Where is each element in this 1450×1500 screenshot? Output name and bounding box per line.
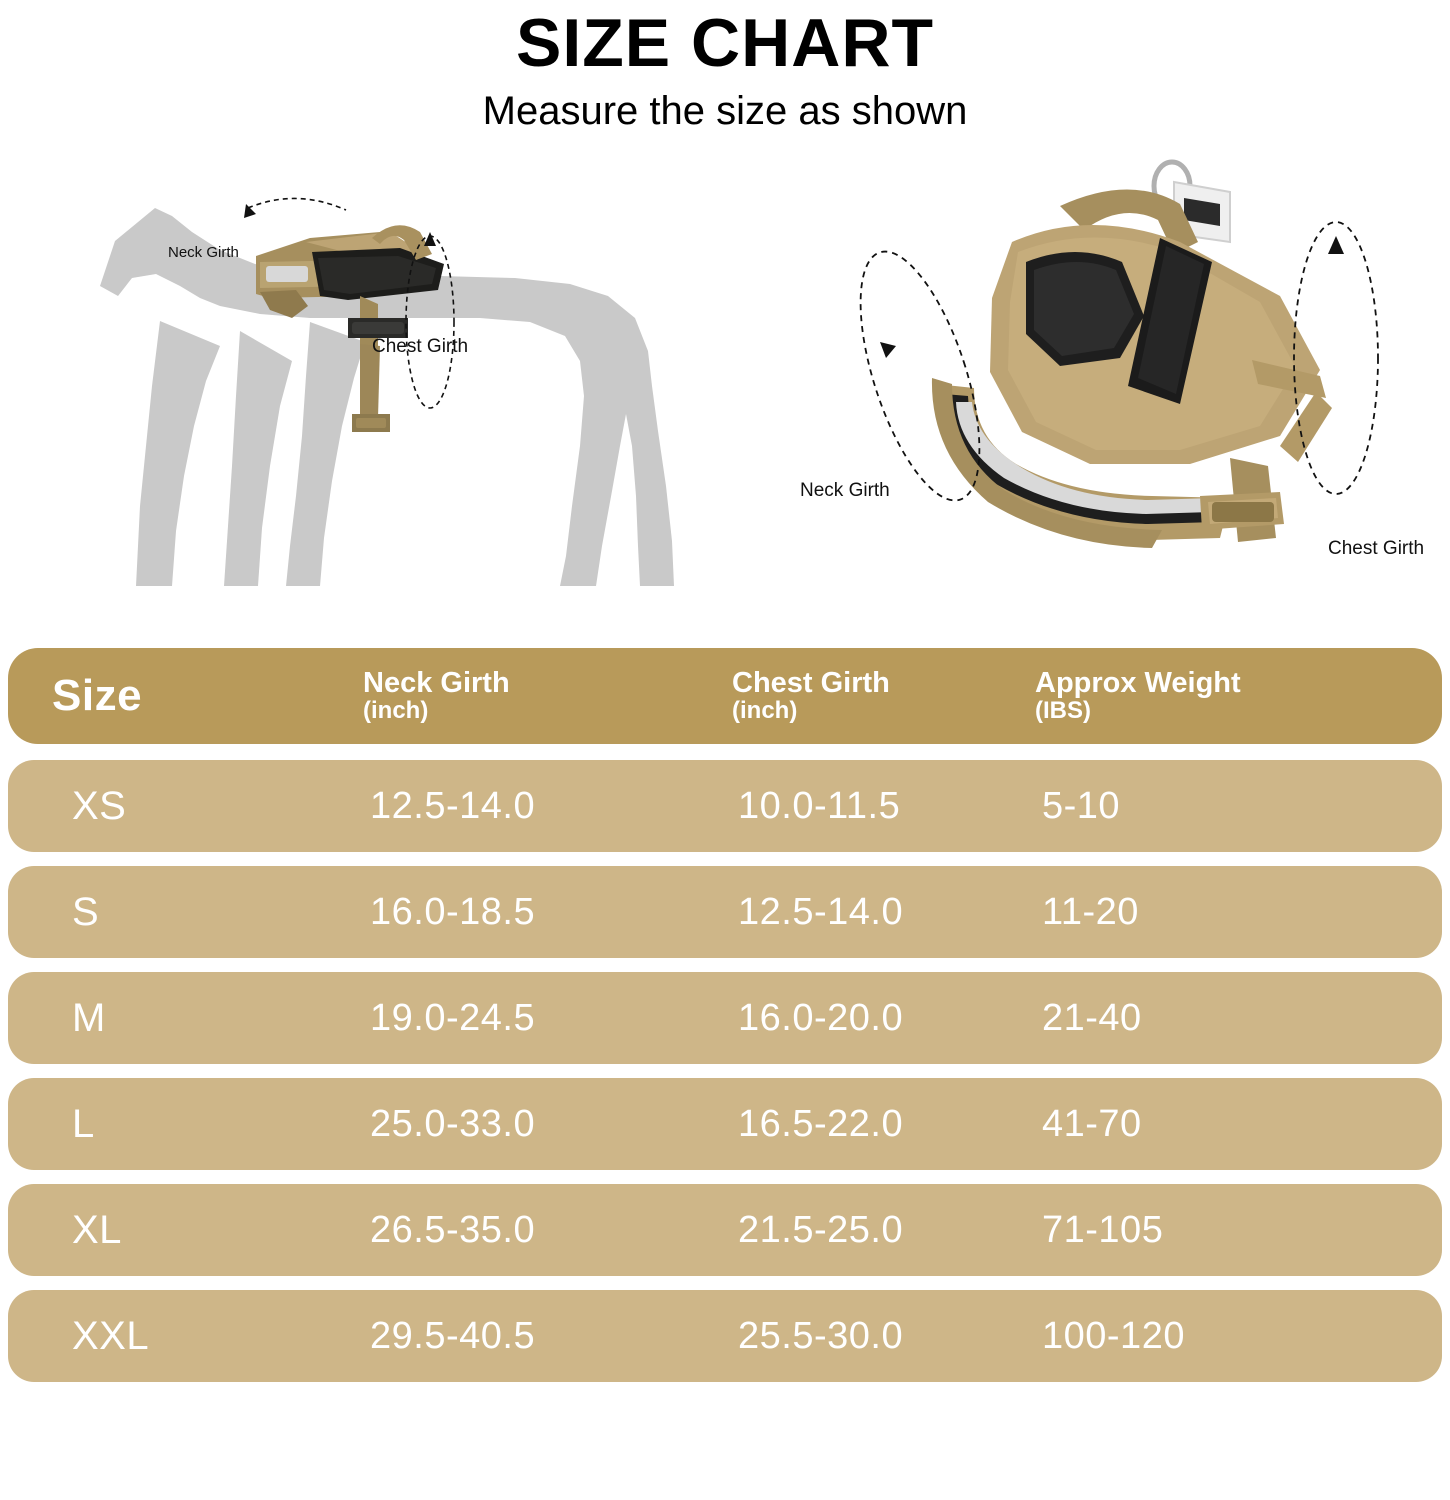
cell-weight xyxy=(1010,891,1430,934)
header-cell-neck xyxy=(338,668,710,725)
value-chest: 10.0-11.5 xyxy=(738,784,901,827)
value-neck: 12.5-14.0 xyxy=(370,784,536,827)
dog-silhouette-svg xyxy=(60,146,680,586)
table-row xyxy=(8,1290,1442,1382)
value-neck: 25.0-33.0 xyxy=(370,1102,536,1145)
value-weight: 5-10 xyxy=(1042,784,1121,827)
dog-harness-illustration xyxy=(60,146,680,586)
header-cell-weight xyxy=(1010,668,1430,725)
left-chest-girth-label: Chest Girth xyxy=(372,336,469,358)
header-weight-unit: (IBS) xyxy=(1035,697,1091,725)
value-weight: 41-70 xyxy=(1042,1102,1142,1145)
header-neck-label: Neck Girth xyxy=(363,666,510,699)
cell-neck xyxy=(338,891,710,934)
header-weight-label: Approx Weight xyxy=(1035,666,1241,699)
table-row xyxy=(8,866,1442,958)
header-chest-unit: (inch) xyxy=(732,697,798,725)
value-neck: 19.0-24.5 xyxy=(370,996,536,1039)
table-header-row xyxy=(8,648,1442,744)
value-weight: 11-20 xyxy=(1042,890,1139,933)
value-size: S xyxy=(72,889,100,934)
value-size: XS xyxy=(72,783,127,828)
value-chest: 21.5-25.0 xyxy=(738,1208,904,1251)
header-cell-size xyxy=(8,671,338,721)
left-neck-girth-label: Neck Girth xyxy=(168,244,239,262)
value-neck: 16.0-18.5 xyxy=(370,890,536,933)
value-chest: 16.0-20.0 xyxy=(738,996,904,1039)
value-weight: 100-120 xyxy=(1042,1314,1185,1357)
cell-chest xyxy=(710,1209,1010,1252)
table-row xyxy=(8,972,1442,1064)
table-row xyxy=(8,760,1442,852)
header-neck-unit: (inch) xyxy=(363,697,429,725)
header-cell-chest xyxy=(710,668,1010,725)
value-chest: 25.5-30.0 xyxy=(738,1314,904,1357)
value-size: M xyxy=(72,995,106,1040)
cell-neck xyxy=(338,997,710,1040)
right-chest-girth-label: Chest Girth xyxy=(1328,538,1425,560)
size-table xyxy=(8,648,1442,1396)
page-title: SIZE CHART xyxy=(516,5,934,81)
value-size: XXL xyxy=(72,1313,150,1358)
cell-size xyxy=(8,784,338,829)
header-chest-label: Chest Girth xyxy=(732,666,890,699)
cell-weight xyxy=(1010,1103,1430,1146)
cell-size xyxy=(8,890,338,935)
table-row xyxy=(8,1078,1442,1170)
cell-chest xyxy=(710,891,1010,934)
cell-chest xyxy=(710,1315,1010,1358)
value-weight: 21-40 xyxy=(1042,996,1142,1039)
value-neck: 26.5-35.0 xyxy=(370,1208,536,1251)
cell-size xyxy=(8,1102,338,1147)
value-neck: 29.5-40.5 xyxy=(370,1314,536,1357)
header-size-label: Size xyxy=(52,671,143,720)
cell-size xyxy=(8,996,338,1041)
cell-size xyxy=(8,1208,338,1253)
cell-weight xyxy=(1010,785,1430,828)
harness-product-illustration xyxy=(760,146,1440,586)
cell-size xyxy=(8,1314,338,1359)
cell-weight xyxy=(1010,1209,1430,1252)
cell-neck xyxy=(338,1315,710,1358)
value-chest: 12.5-14.0 xyxy=(738,890,904,933)
value-weight: 71-105 xyxy=(1042,1208,1164,1251)
cell-weight xyxy=(1010,997,1430,1040)
right-neck-girth-label: Neck Girth xyxy=(800,480,890,502)
value-size: L xyxy=(72,1101,95,1146)
value-chest: 16.5-22.0 xyxy=(738,1102,904,1145)
cell-chest xyxy=(710,785,1010,828)
value-size: XL xyxy=(72,1207,122,1252)
cell-chest xyxy=(710,997,1010,1040)
harness-product-svg xyxy=(760,146,1440,586)
table-row xyxy=(8,1184,1442,1276)
cell-chest xyxy=(710,1103,1010,1146)
cell-neck xyxy=(338,1209,710,1252)
page-subtitle: Measure the size as shown xyxy=(482,89,968,134)
cell-neck xyxy=(338,785,710,828)
cell-weight xyxy=(1010,1315,1430,1358)
cell-neck xyxy=(338,1103,710,1146)
illustration-area xyxy=(0,146,1450,586)
